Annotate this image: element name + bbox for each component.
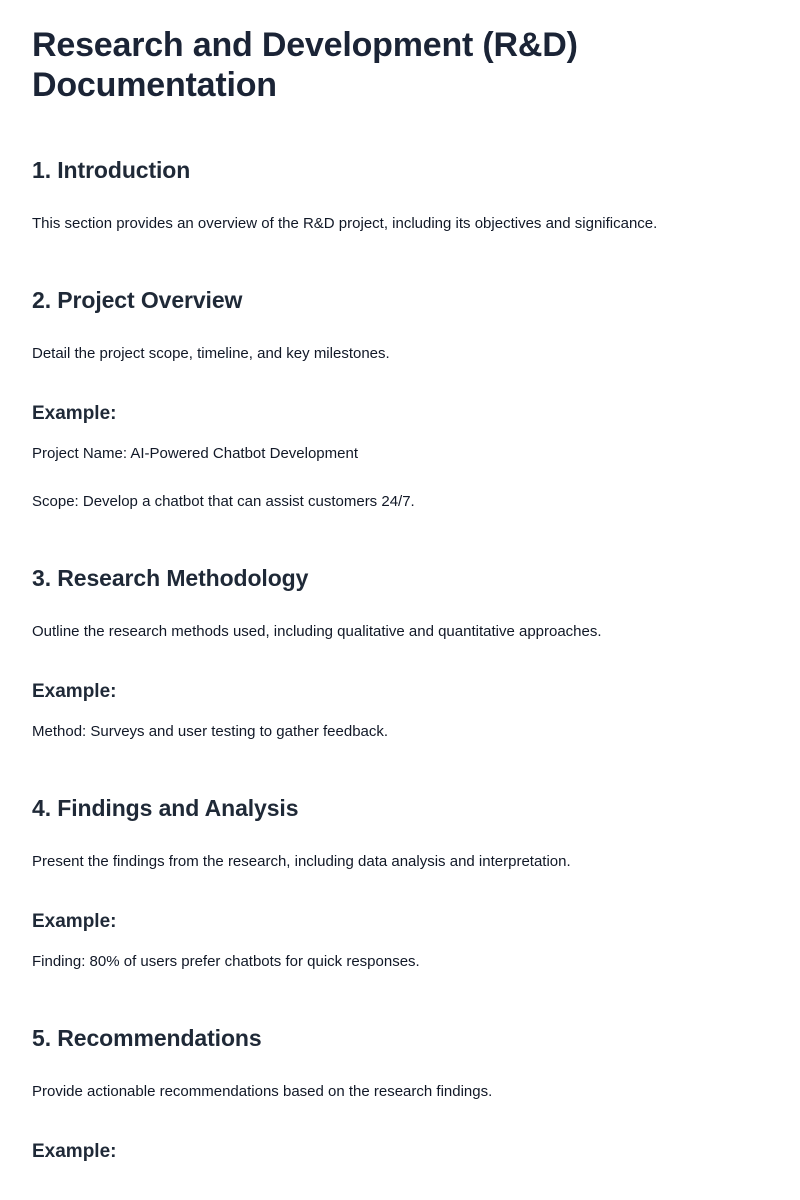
section-heading: 5. Recommendations	[32, 1025, 262, 1051]
section-heading: 4. Findings and Analysis	[32, 795, 299, 821]
example-heading: Example:	[32, 1141, 117, 1162]
section-heading: 3. Research Methodology	[32, 565, 309, 591]
section-research-methodology	[32, 563, 768, 743]
section-heading: 1. Introduction	[32, 157, 191, 183]
section-project-overview	[32, 285, 768, 513]
section-description: Outline the research methods used, including qualitative and quantitative approaches.	[32, 623, 602, 640]
section-findings-analysis	[32, 793, 768, 973]
section-description: Present the findings from the research, including data analysis and interpretation.	[32, 853, 571, 870]
section-introduction	[32, 155, 768, 235]
section-description: Detail the project scope, timeline, and key milestones.	[32, 345, 390, 362]
example-line: Method: Surveys and user testing to gather feedback.	[32, 723, 389, 740]
example-line: Finding: 80% of users prefer chatbots for quick responses.	[32, 953, 420, 970]
document-title: Research and Development (R&D) Documentation	[32, 26, 578, 104]
example-heading: Example:	[32, 403, 117, 424]
example-heading: Example:	[32, 911, 117, 932]
section-heading: 2. Project Overview	[32, 287, 243, 313]
example-heading: Example:	[32, 681, 117, 702]
example-line: Project Name: AI-Powered Chatbot Development	[32, 445, 358, 462]
section-description: Provide actionable recommendations based on the research findings.	[32, 1083, 493, 1100]
example-line: Scope: Develop a chatbot that can assist customers 24/7.	[32, 493, 415, 510]
section-recommendations	[32, 1023, 768, 1165]
section-description: This section provides an overview of the R&D project, including its objectives and significance.	[32, 215, 658, 232]
